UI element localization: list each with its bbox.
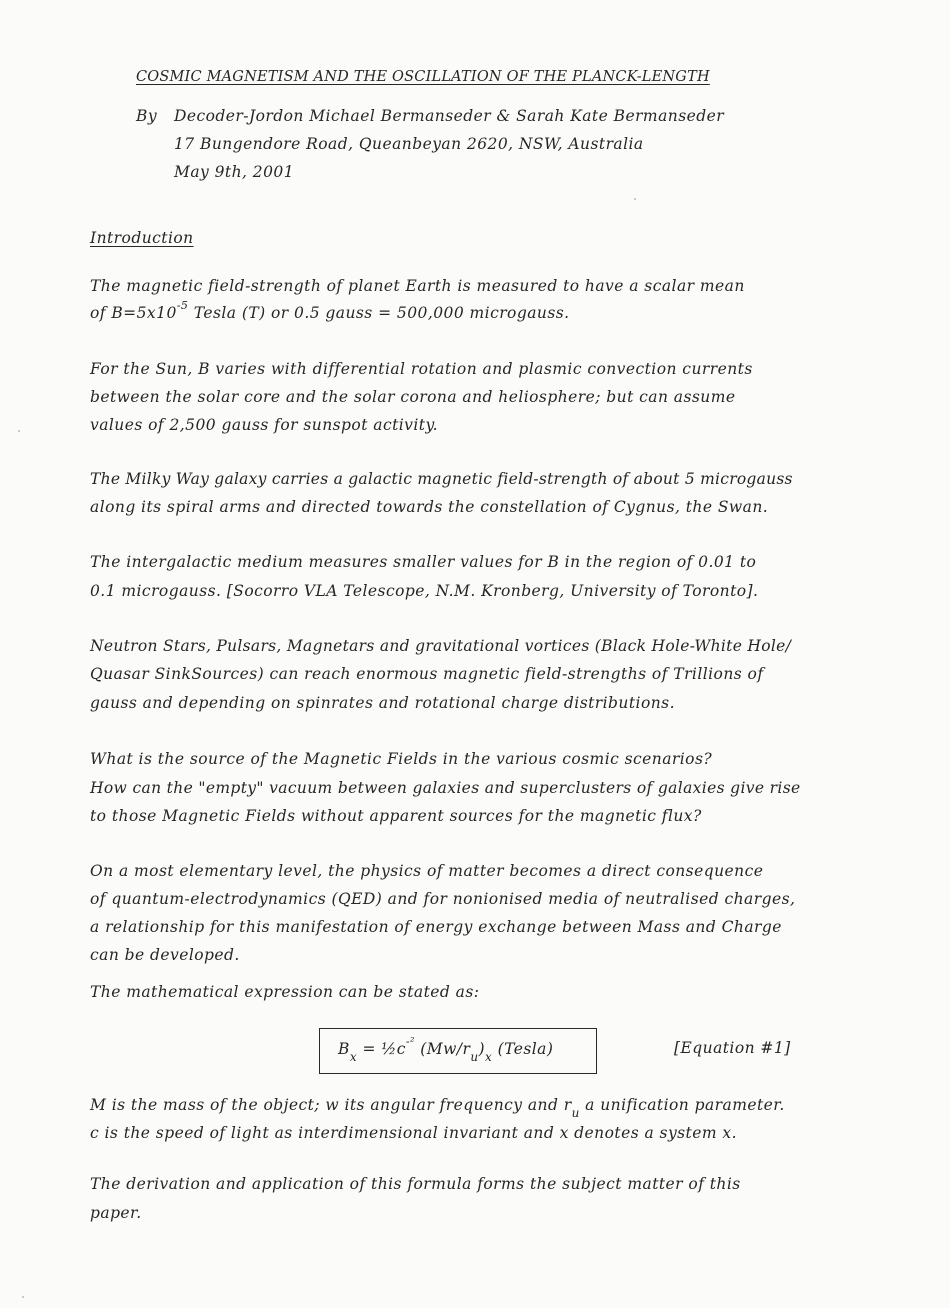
paragraph-line: gauss and depending on spinrates and rotational charge distributions. (90, 694, 675, 712)
paragraph-text: Tesla (T) or 0.5 gauss = 500,000 microgauss. (188, 304, 570, 322)
paragraph-line: to those Magnetic Fields without apparent sources for the magnetic flux? (90, 807, 702, 825)
paragraph-line: The Milky Way galaxy carries a galactic magnetic field-strength of about 5 microgauss (90, 470, 793, 488)
eq-c-exponent: -² (405, 1035, 415, 1048)
by-label: By (136, 107, 158, 125)
paragraph-line: For the Sun, B varies with differential rotation and plasmic convection currents (90, 360, 753, 378)
paragraph-line: The mathematical expression can be stated as: (90, 983, 480, 1001)
paragraph-line: The magnetic field-strength of planet Earth is measured to have a scalar mean (90, 277, 745, 295)
date: May 9th, 2001 (174, 163, 295, 181)
paragraph-line: Quasar SinkSources) can reach enormous magnetic field-strengths of Trillions of (90, 665, 764, 683)
paragraph-line: Neutron Stars, Pulsars, Magnetars and gravitational vortices (Black Hole-White Hole/ (90, 637, 792, 655)
eq-x-subscript: x (485, 1050, 493, 1064)
paragraph-line: between the solar core and the solar corona and heliosphere; but can assume (90, 388, 736, 406)
equation (338, 1035, 554, 1064)
paragraph-line: of quantum-electrodynamics (QED) and for nonionised media of neutralised charges, (90, 890, 796, 908)
paragraph-text: of B=5x10 (90, 304, 177, 322)
paragraph-line: c is the speed of light as interdimensional invariant and x denotes a system x. (90, 1124, 737, 1142)
paragraph-text: a unification parameter. (579, 1096, 785, 1114)
section-heading: Introduction (90, 229, 194, 247)
paragraph-line: 0.1 microgauss. [Socorro VLA Telescope, N.M. Kronberg, University of Toronto]. (90, 582, 759, 600)
eq-r-subscript: u (470, 1050, 479, 1064)
paragraph-line: On a most elementary level, the physics of matter becomes a direct consequence (90, 862, 764, 880)
exponent: -5 (176, 299, 189, 312)
equation-label: [Equation #1] (674, 1039, 791, 1057)
scan-speck (634, 198, 636, 200)
authors: Decoder-Jordon Michael Bermanseder & Sarah Kate Bermanseder (174, 107, 725, 125)
scan-speck (22, 1296, 24, 1298)
equation-box (319, 1028, 597, 1074)
eq-b: B (338, 1040, 350, 1058)
paragraph-line: The derivation and application of this formula forms the subject matter of this (90, 1175, 741, 1193)
paragraph-line: What is the source of the Magnetic Fields in the various cosmic scenarios? (90, 750, 713, 768)
paragraph-line: along its spiral arms and directed towards the constellation of Cygnus, the Swan. (90, 498, 769, 516)
address: 17 Bungendore Road, Queanbeyan 2620, NSW, Australia (174, 135, 644, 153)
eq-paren-close: ) (478, 1040, 486, 1058)
subscript: u (571, 1106, 580, 1120)
paragraph-text: M is the mass of the object; w its angular frequency and r (90, 1096, 572, 1114)
paragraph-line (90, 1096, 785, 1120)
eq-b-subscript: x (349, 1050, 358, 1064)
paragraph-line: How can the "empty" vacuum between galaxies and superclusters of galaxies give rise (90, 779, 801, 797)
paragraph-line (90, 299, 570, 322)
paragraph-line: paper. (90, 1204, 142, 1222)
paragraph-line: The intergalactic medium measures smaller values for B in the region of 0.01 to (90, 553, 757, 571)
paragraph-line: values of 2,500 gauss for sunspot activity. (90, 416, 438, 434)
scan-speck (18, 430, 20, 432)
paragraph-line: can be developed. (90, 946, 240, 964)
paper-title: COSMIC MAGNETISM AND THE OSCILLATION OF THE PLANCK-LENGTH (136, 69, 710, 85)
paragraph-line: a relationship for this manifestation of energy exchange between Mass and Charge (90, 918, 782, 936)
eq-paren-open: (Mw/r (414, 1040, 471, 1058)
eq-mid: = ½c (357, 1040, 406, 1058)
eq-unit: (Tesla) (492, 1040, 554, 1058)
